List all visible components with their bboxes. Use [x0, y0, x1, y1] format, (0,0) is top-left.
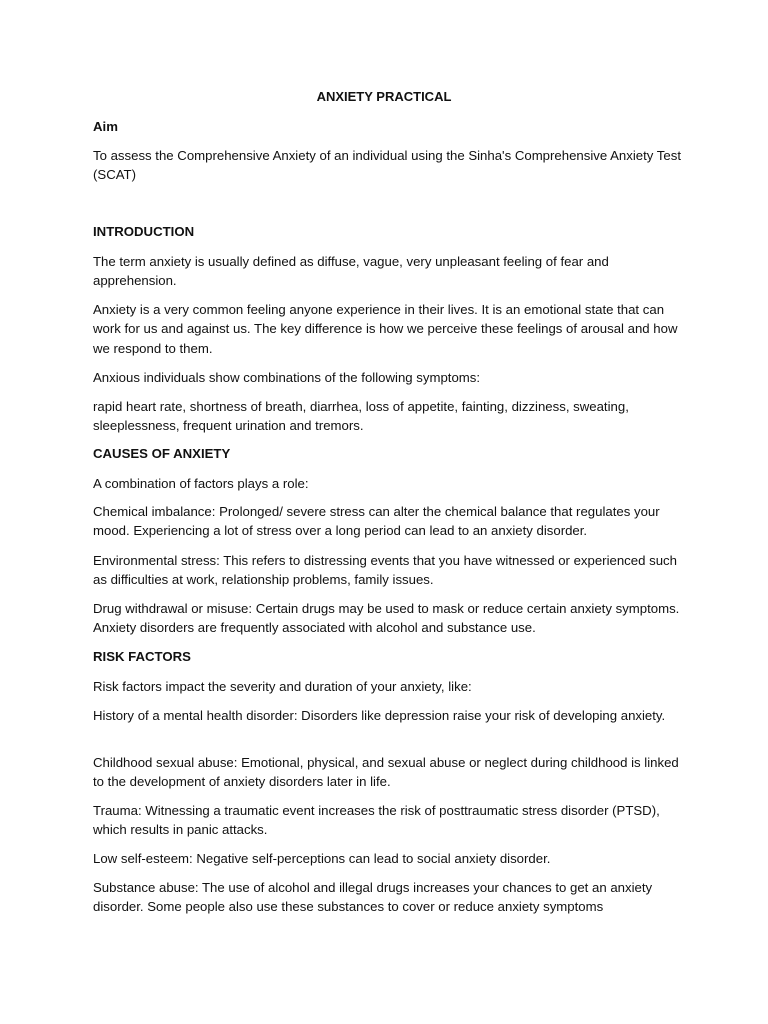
causes-heading: CAUSES OF ANXIETY	[93, 446, 231, 461]
introduction-heading: INTRODUCTION	[93, 224, 195, 239]
symptoms-paragraph: rapid heart rate, shortness of breath, diarrhea, loss of appetite, fainting, dizziness, sweating, sleeplessness, frequent urination and tremors.	[93, 399, 629, 434]
risk-factors-heading: RISK FACTORS	[93, 649, 191, 664]
causes-intro: A combination of factors plays a role:	[93, 476, 309, 491]
introduction-paragraph-3: Anxious individuals show combinations of the following symptoms:	[93, 370, 481, 385]
risk-childhood-abuse: Childhood sexual abuse: Emotional, physical, and sexual abuse or neglect during childhood is linked to the development of anxiety disorders later in life.	[93, 755, 679, 790]
aim-heading: Aim	[93, 119, 118, 134]
risk-substance-abuse: Substance abuse: The use of alcohol and illegal drugs increases your chances to get an anxiety disorder. Some people also use these substances to cover or reduce anxiety symptoms	[93, 880, 653, 915]
introduction-paragraph-2: Anxiety is a very common feeling anyone experience in their lives. It is an emotional state that can work for us and against us. The key difference is how we perceive these feelings of arousal and how we respond to them.	[93, 302, 678, 356]
aim-paragraph: To assess the Comprehensive Anxiety of an individual using the Sinha's Comprehensive Anxiety Test (SCAT)	[93, 148, 681, 183]
cause-chemical-imbalance: Chemical imbalance: Prolonged/ severe stress can alter the chemical balance that regulates your mood. Experiencing a lot of stress over a long period can lead to an anxiety disorder.	[93, 504, 660, 539]
risk-trauma: Trauma: Witnessing a traumatic event increases the risk of posttraumatic stress disorder (PTSD), which results in panic attacks.	[93, 803, 660, 838]
introduction-paragraph-1: The term anxiety is usually defined as diffuse, vague, very unpleasant feeling of fear and apprehension.	[93, 254, 609, 289]
cause-drug-withdrawal: Drug withdrawal or misuse: Certain drugs may be used to mask or reduce certain anxiety symptoms. Anxiety disorders are frequently associated with alcohol and substance use.	[93, 601, 680, 636]
document-title: ANXIETY PRACTICAL	[316, 89, 452, 104]
risk-low-self-esteem: Low self-esteem: Negative self-perceptions can lead to social anxiety disorder.	[93, 851, 551, 866]
cause-environmental-stress: Environmental stress: This refers to distressing events that you have witnessed or experienced such as difficulties at work, relationship problems, family issues.	[93, 553, 677, 588]
risk-factors-intro: Risk factors impact the severity and duration of your anxiety, like:	[93, 679, 472, 694]
risk-mental-health-history: History of a mental health disorder: Disorders like depression raise your risk of developing anxiety.	[93, 708, 666, 723]
